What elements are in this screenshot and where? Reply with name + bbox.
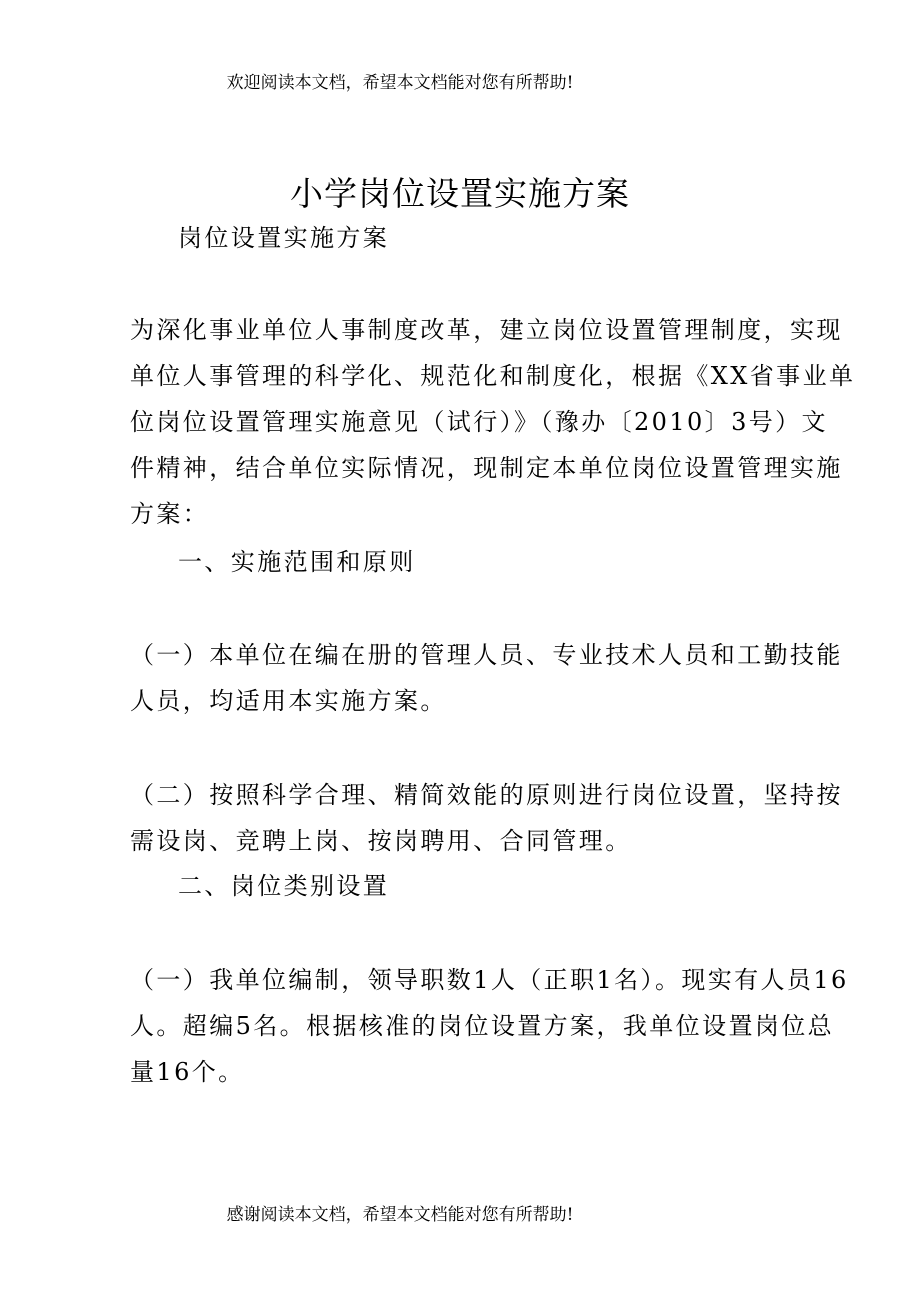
section-heading-2 [178,863,389,909]
text-line: 方案： [130,500,210,528]
paragraph-principle [130,772,843,864]
text-line: 二、岗位类别设置 [178,872,390,900]
page-header [0,68,920,93]
paragraph-intro [130,307,855,537]
footer-text: 感谢阅读本文档，希望本文档能对您有所帮助! [226,1205,574,1225]
text-line: 需设岗、竞聘上岗、按岗聘用、合同管理。 [130,827,632,855]
text-line: 一、实施范围和原则 [178,548,416,576]
page-footer [0,1200,920,1225]
text-line: （一）我单位编制，领导职数1人（正职1名）。现实有人员16 [130,966,849,994]
text-line: 单位人事管理的科学化、规范化和制度化，根据《XX省事业单 [130,362,856,390]
header-text: 欢迎阅读本文档，希望本文档能对您有所帮助! [226,73,574,93]
text-line: 为深化事业单位人事制度改革，建立岗位设置管理制度，实现 [130,316,843,344]
section-heading-1 [178,539,416,585]
text-line: 件精神，结合单位实际情况，现制定本单位岗位设置管理实施 [130,454,843,482]
text-line: 位岗位设置管理实施意见（试行）》（豫办〔2010〕3号）文 [130,408,828,436]
text-line: 量16个。 [130,1058,245,1086]
document-title: 小学岗位设置实施方案 [290,174,630,213]
text-line: （二）按照科学合理、精简效能的原则进行岗位设置，坚持按 [130,781,843,809]
paragraph-scope [130,632,843,724]
text-line: （一）本单位在编在册的管理人员、专业技术人员和工勤技能 [130,641,843,669]
text-line: 人员，均适用本实施方案。 [130,687,447,715]
paragraph-staffing [130,957,849,1095]
subtitle: 岗位设置实施方案 [178,224,390,252]
text-line: 人。超编5名。根据核准的岗位设置方案，我单位设置岗位总 [130,1012,835,1040]
